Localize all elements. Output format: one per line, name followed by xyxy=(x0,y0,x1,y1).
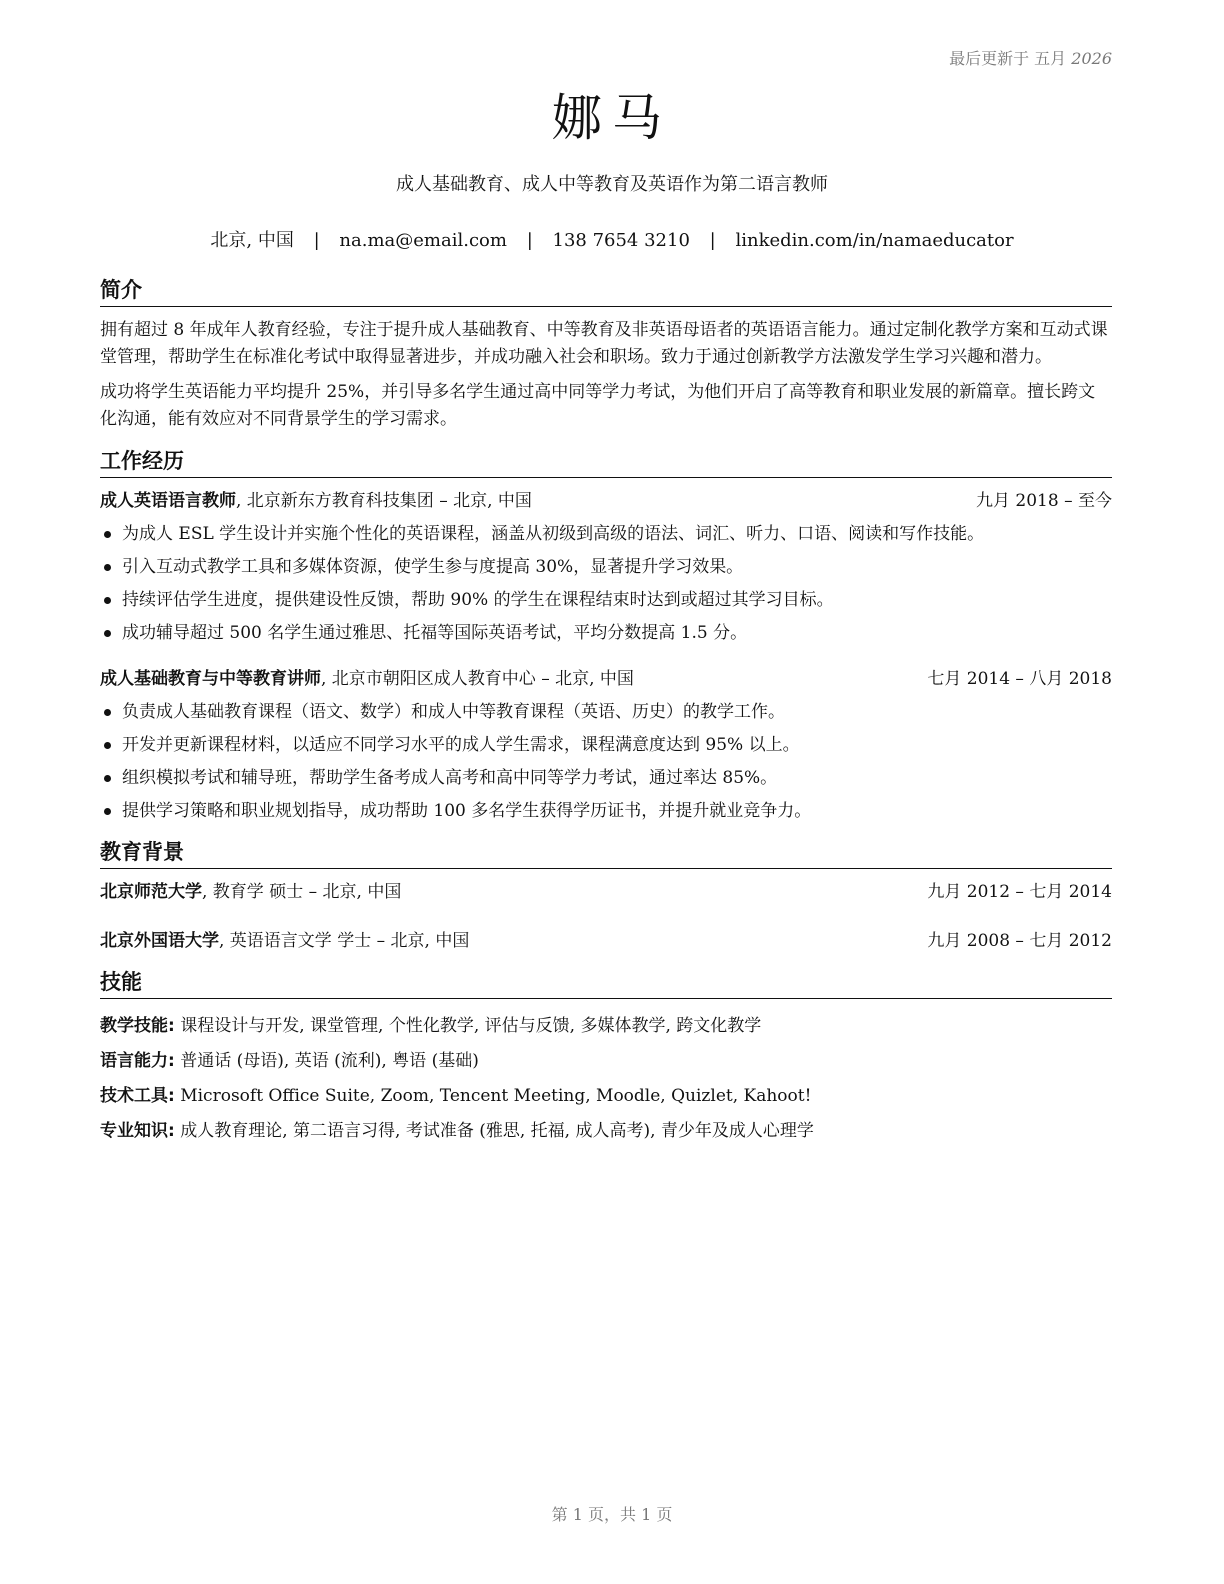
skill-label: 专业知识: xyxy=(100,1121,175,1141)
education-dates: 九月 2012 – 七月 2014 xyxy=(927,882,1112,902)
experience-section xyxy=(100,447,1112,828)
job-bullet: 提供学习策略和职业规划指导，成功帮助 100 多名学生获得学历证书，并提升就业竞争力。 xyxy=(100,795,1112,828)
skill-line xyxy=(100,1044,1112,1079)
job-header xyxy=(100,666,1112,692)
job-dates: 七月 2014 – 八月 2018 xyxy=(927,669,1112,689)
resume-body xyxy=(100,276,1112,1149)
job-bullet: 成功辅导超过 500 名学生通过雅思、托福等国际英语考试，平均分数提高 1.5 分。 xyxy=(100,617,1112,650)
skill-label: 教学技能: xyxy=(100,1016,175,1036)
skill-label: 技术工具: xyxy=(100,1086,175,1106)
last-updated xyxy=(949,46,1112,69)
skill-label: 语言能力: xyxy=(100,1051,175,1071)
candidate-name: 娜马 xyxy=(552,89,672,147)
last-updated-prefix: 最后更新于 五月 xyxy=(949,49,1067,68)
job-entry xyxy=(100,488,1112,650)
skill-value: 课程设计与开发, 课堂管理, 个性化教学, 评估与反馈, 多媒体教学, 跨文化教学 xyxy=(174,1016,762,1036)
job-bullets xyxy=(100,696,1112,828)
section-title-education: 教育背景 xyxy=(100,838,1112,869)
skill-value: 普通话 (母语), 英语 (流利), 粤语 (基础) xyxy=(174,1051,479,1071)
job-bullet: 组织模拟考试和辅导班，帮助学生备考成人高考和高中同等学力考试，通过率达 85%。 xyxy=(100,762,1112,795)
job-org: , 北京市朝阳区成人教育中心 – 北京, 中国 xyxy=(321,669,634,689)
skill-line xyxy=(100,1114,1112,1149)
education-section xyxy=(100,838,1112,954)
section-title-experience: 工作经历 xyxy=(100,447,1112,478)
skill-line xyxy=(100,1079,1112,1114)
job-entry xyxy=(100,666,1112,828)
education-dates: 九月 2008 – 七月 2012 xyxy=(927,931,1112,951)
job-bullet: 开发并更新课程材料，以适应不同学习水平的成人学生需求，课程满意度达到 95% 以上。 xyxy=(100,729,1112,762)
job-org: , 北京新东方教育科技集团 – 北京, 中国 xyxy=(236,491,532,511)
last-updated-year: 2026 xyxy=(1071,49,1112,68)
job-title-line xyxy=(100,488,532,514)
contact-separator: | xyxy=(526,230,533,251)
summary-section xyxy=(100,276,1112,433)
job-header xyxy=(100,488,1112,514)
education-entry xyxy=(100,928,1112,954)
contact-line xyxy=(0,226,1224,252)
contact-location: 北京, 中国 xyxy=(210,230,294,251)
job-bullet: 持续评估学生进度，提供建设性反馈，帮助 90% 的学生在课程结束时达到或超过其学习目标。 xyxy=(100,584,1112,617)
job-bullet: 负责成人基础教育课程（语文、数学）和成人中等教育课程（英语、历史）的教学工作。 xyxy=(100,696,1112,729)
education-detail: , 教育学 硕士 – 北京, 中国 xyxy=(202,882,402,902)
job-role: 成人英语语言教师 xyxy=(100,491,236,511)
education-school: 北京外国语大学 xyxy=(100,931,219,951)
contact-separator: | xyxy=(709,230,716,251)
job-bullet: 为成人 ESL 学生设计并实施个性化的英语课程，涵盖从初级到高级的语法、词汇、听力、口语、阅读和写作技能。 xyxy=(100,518,1112,551)
job-bullet: 引入互动式教学工具和多媒体资源，使学生参与度提高 30%，显著提升学习效果。 xyxy=(100,551,1112,584)
section-title-skills: 技能 xyxy=(100,968,1112,999)
summary-paragraph: 拥有超过 8 年成年人教育经验，专注于提升成人基础教育、中等教育及非英语母语者的英语语言能力。通过定制化教学方案和互动式课堂管理，帮助学生在标准化考试中取得显著进步，并成功融入社会和职场。致力于通过创新教学方法激发学生学习兴趣和潜力。 xyxy=(100,320,1108,367)
contact-separator: | xyxy=(313,230,320,251)
skills-section xyxy=(100,968,1112,1149)
contact-email[interactable]: na.ma@email.com xyxy=(339,230,507,251)
education-entry xyxy=(100,879,1112,905)
job-title-line xyxy=(100,666,634,692)
contact-phone: 138 7654 3210 xyxy=(552,230,690,251)
job-bullets xyxy=(100,518,1112,650)
skill-value: 成人教育理论, 第二语言习得, 考试准备 (雅思, 托福, 成人高考), 青少年及成人心理学 xyxy=(174,1121,814,1141)
summary-paragraph: 成功将学生英语能力平均提升 25%，并引导多名学生通过高中同等学力考试，为他们开启了高等教育和职业发展的新篇章。擅长跨文化沟通，能有效应对不同背景学生的学习需求。 xyxy=(100,382,1096,429)
page-number: 第 1 页，共 1 页 xyxy=(551,1505,673,1524)
skill-value: Microsoft Office Suite, Zoom, Tencent Meeting, Moodle, Quizlet, Kahoot! xyxy=(174,1086,812,1106)
education-title-line xyxy=(100,879,401,905)
job-dates: 九月 2018 – 至今 xyxy=(976,491,1112,511)
skill-line xyxy=(100,1009,1112,1044)
contact-linkedin[interactable]: linkedin.com/in/namaeducator xyxy=(735,230,1014,251)
section-title-summary: 简介 xyxy=(100,276,1112,307)
candidate-subtitle: 成人基础教育、成人中等教育及英语作为第二语言教师 xyxy=(396,174,828,195)
education-title-line xyxy=(100,928,469,954)
job-role: 成人基础教育与中等教育讲师 xyxy=(100,669,321,689)
education-detail: , 英语语言文学 学士 – 北京, 中国 xyxy=(219,931,470,951)
education-school: 北京师范大学 xyxy=(100,882,202,902)
